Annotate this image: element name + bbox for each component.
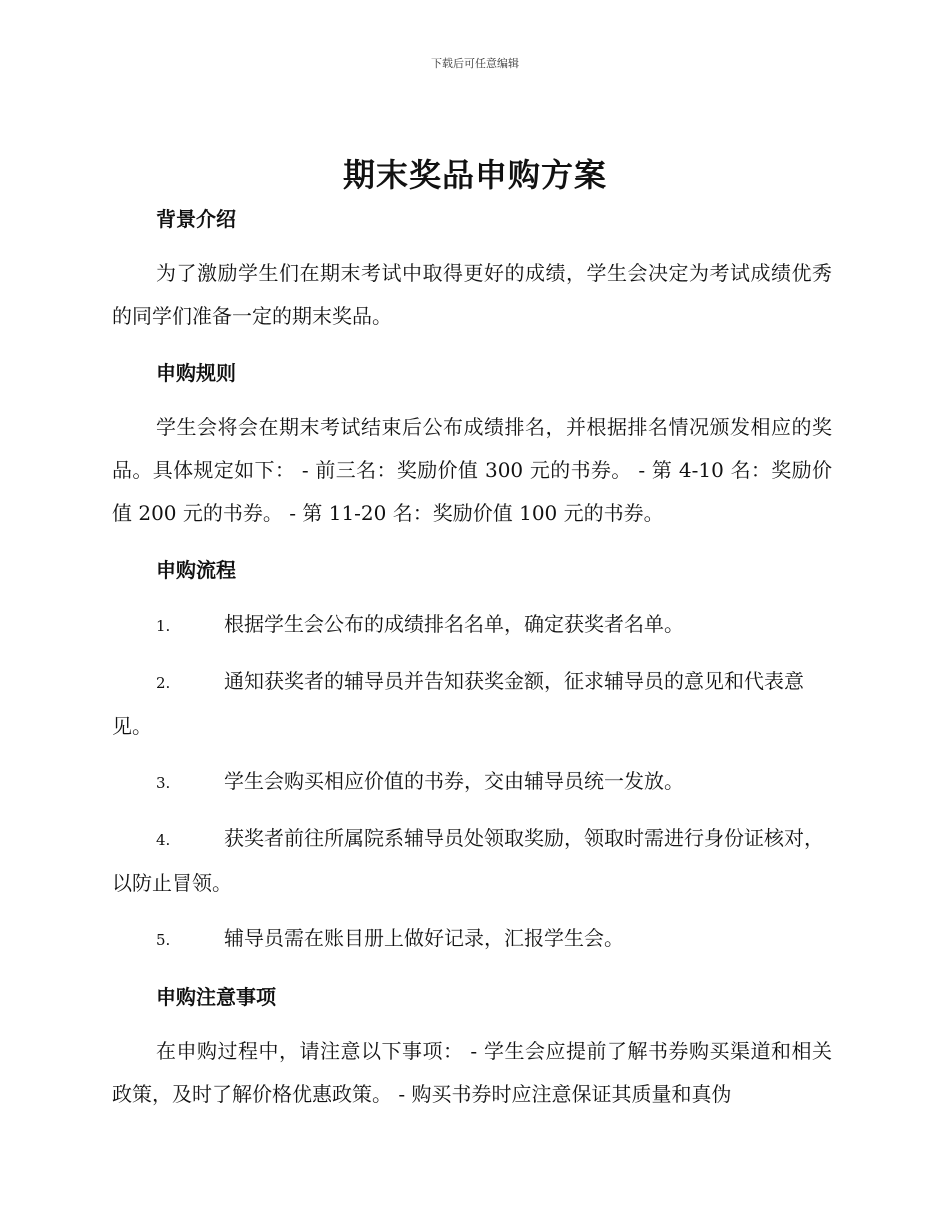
document-title: 期末奖品申购方案 bbox=[342, 156, 607, 194]
process-step-4 bbox=[112, 817, 832, 905]
list-text: 辅导员需在账目册上做好记录，汇报学生会。 bbox=[224, 926, 624, 950]
process-step-3 bbox=[112, 760, 832, 805]
process-step-2 bbox=[112, 660, 832, 748]
section-heading-rules: 申购规则 bbox=[156, 361, 236, 385]
section-heading-notes: 申购注意事项 bbox=[156, 985, 276, 1009]
list-number: 3. bbox=[156, 774, 171, 792]
page-header-note: 下载后可任意编辑 bbox=[431, 57, 519, 70]
rules-paragraph: 学生会将会在期末考试结束后公布成绩排名，并根据排名情况颁发相应的奖品。具体规定如下： - 前三名：奖励价值 300 元的书券。 - 第 4-10 名：奖励价值 200 元的书券。 - 第 11-20 名：奖励价值 100 元的书券。 bbox=[112, 415, 832, 525]
list-text: 学生会购买相应价值的书券，交由辅导员统一发放。 bbox=[224, 769, 684, 793]
section-heading-background: 背景介绍 bbox=[156, 207, 236, 231]
list-number: 5. bbox=[156, 931, 171, 949]
notes-paragraph: 在申购过程中，请注意以下事项： - 学生会应提前了解书券购买渠道和相关政策，及时了解价格优惠政策。 - 购买书券时应注意保证其质量和真伪 bbox=[112, 1039, 832, 1106]
process-step-1 bbox=[112, 603, 832, 648]
list-number: 1. bbox=[156, 617, 171, 635]
background-paragraph: 为了激励学生们在期末考试中取得更好的成绩，学生会决定为考试成绩优秀的同学们准备一定的期末奖品。 bbox=[112, 261, 832, 328]
document-body bbox=[112, 200, 832, 1116]
list-number: 4. bbox=[156, 831, 171, 849]
list-number: 2. bbox=[156, 674, 171, 692]
process-step-5 bbox=[112, 917, 832, 962]
list-text: 通知获奖者的辅导员并告知获奖金额，征求辅导员的意见和代表意见。 bbox=[112, 669, 804, 738]
list-text: 根据学生会公布的成绩排名名单，确定获奖者名单。 bbox=[224, 612, 684, 636]
section-heading-process: 申购流程 bbox=[156, 558, 236, 582]
list-text: 获奖者前往所属院系辅导员处领取奖励，领取时需进行身份证核对，以防止冒领。 bbox=[112, 826, 824, 895]
